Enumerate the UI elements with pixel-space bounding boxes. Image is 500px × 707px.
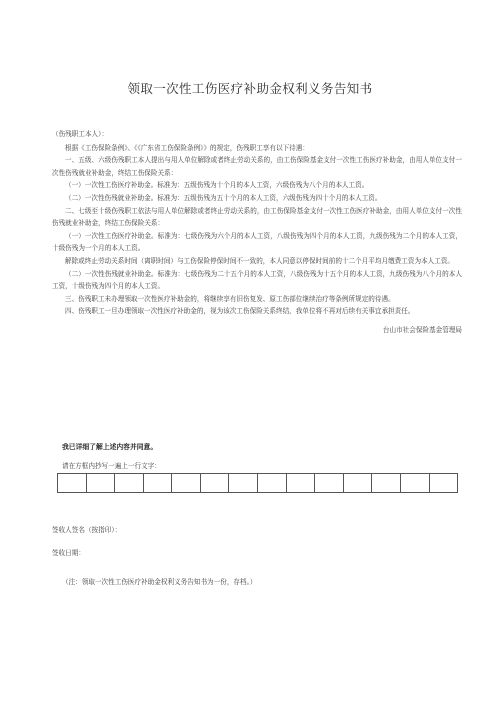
archive-note: （注：领取一次性工伤医疗补助金权利义务告知书为一份，存档。） xyxy=(62,578,257,586)
copy-box[interactable] xyxy=(87,473,116,493)
copy-box[interactable] xyxy=(172,473,201,493)
copy-box[interactable] xyxy=(144,473,173,493)
paragraph-section-2-item-2: （二）一次性伤残就业补助金。标准为：七级伤残为二十五个月的本人工资，八级伤残为十五个月的本人工资，九级伤残为八个月的本人工资，十级伤残为四个月的本人工资。 xyxy=(52,269,462,291)
salutation: （伤残职工本人）： xyxy=(52,130,109,138)
paragraph-section-2-wage-note: 解除或终止劳动关系时间（离职时间）与工伤保险停保时间不一致的，本人同意以停保时间前的十二个月平均月缴费工资为本人工资。 xyxy=(65,256,455,265)
copy-box[interactable] xyxy=(401,473,430,493)
paragraph-section-2-item-1: （一）一次性工伤医疗补助金。标准为：七级伤残为六个月的本人工资，八级伤残为四个月的本人工资，九级伤残为二个月的本人工资，十级伤残为一个月的本人工资。 xyxy=(52,231,462,253)
copy-box[interactable] xyxy=(372,473,401,493)
paragraph-section-1-item-1: （一）一次性工伤医疗补助金。标准为：五级伤残为十个月的本人工资，六级伤残为八个月的本人工资。 xyxy=(65,181,369,190)
acknowledgement-text: 我已详细了解上述内容并同意。 xyxy=(62,443,158,451)
signer-label: 签收人签名（按指印）： xyxy=(52,526,122,534)
copy-box[interactable] xyxy=(229,473,258,493)
copy-box[interactable] xyxy=(430,473,459,493)
paragraph-section-4: 四、伤残职工一旦办理领取一次性医疗补助金的，视为该次工伤保险关系终结，我单位将不再对后续有关事宜承担责任。 xyxy=(65,307,415,316)
document-body xyxy=(52,128,462,337)
sign-date-label: 签收日期： xyxy=(52,549,85,557)
copy-box[interactable] xyxy=(287,473,316,493)
copy-boxes-grid[interactable] xyxy=(57,473,458,493)
copy-instruction: 请在方框内抄写一遍上一行文字： xyxy=(62,462,161,470)
paragraph-intro: 根据《工伤保险条例》、《《广东省工伤保险条例》》的规定，伤残职工享有以下待遇： xyxy=(65,143,309,152)
paragraph-section-2: 二、七级至十级伤残职工依法与用人单位解除或者终止劳动关系的，由工伤保险基金支付一次性工伤医疗补助金，由用人单位支付一次性伤残就业补助金，终结工伤保险关系： xyxy=(52,206,462,228)
document-title: 领取一次性工伤医疗补助金权利义务告知书 xyxy=(127,81,373,96)
copy-box[interactable] xyxy=(115,473,144,493)
copy-box[interactable] xyxy=(344,473,373,493)
copy-box[interactable] xyxy=(315,473,344,493)
issuer-name: 台山市社会保险基金管理局 xyxy=(382,325,462,334)
copy-box[interactable] xyxy=(201,473,230,493)
paragraph-section-3: 三、伤残职工未办理领取一次性医疗补助金的，将继续享有旧伤复发、原工伤部位继续治疗等条例所规定的待遇。 xyxy=(65,294,395,303)
paragraph-section-1: 一、五级、六级伤残职工本人提出与用人单位解除或者终止劳动关系的，由工伤保险基金支付一次性工伤医疗补助金，由用人单位支付一次性伤残就业补助金，终结工伤保险关系： xyxy=(52,156,462,177)
paragraph-section-1-item-2: （二）一次性伤残就业补助金。标准为：五级伤残为五十个月的本人工资，六级伤残为四十个月的本人工资。 xyxy=(65,193,382,202)
copy-box[interactable] xyxy=(258,473,287,493)
copy-box[interactable] xyxy=(58,473,87,493)
